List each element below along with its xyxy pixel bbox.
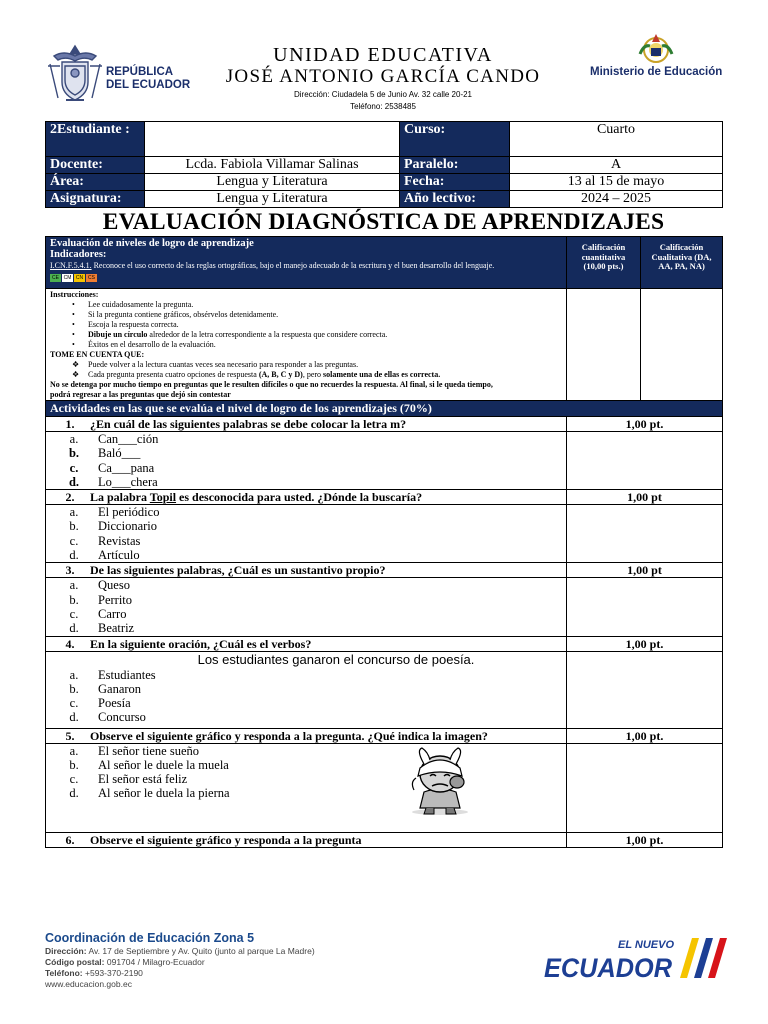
option-b[interactable]: b. Diccionario <box>69 519 158 534</box>
ministerio-emblem-icon <box>632 32 680 66</box>
bullet-icon: • <box>72 330 75 339</box>
indicator-code: I.CN.F.5.4.1. <box>50 261 92 270</box>
tome-en-cuenta: TOME EN CUENTA QUE: <box>50 350 145 359</box>
option-c[interactable]: c. Ca___pana <box>69 460 155 475</box>
option-c[interactable]: c. Carro <box>69 606 127 621</box>
answer-area <box>567 432 723 490</box>
answer-area <box>567 651 723 728</box>
activities-title: Actividades en las que se evalúa el nivel de logro de los aprendizajes (70%) <box>46 401 723 417</box>
question-points: 1,00 pt <box>567 490 723 505</box>
question-6: 6. Observe el siguiente gráfico y responda a la pregunta <box>46 832 567 847</box>
area-label: Área: <box>46 174 145 191</box>
eval-header <box>46 237 567 289</box>
cal-cualitativa-cell[interactable] <box>641 289 723 401</box>
estudiante-field[interactable] <box>145 122 400 157</box>
competency-icons <box>50 274 97 282</box>
bullet-icon: • <box>72 340 75 349</box>
question-points: 1,00 pt. <box>567 832 723 847</box>
diamond-bullet-icon: ❖ <box>72 370 80 379</box>
diamond-bullet-icon: ❖ <box>72 360 80 369</box>
option-d[interactable]: d. Lo___chera <box>68 474 158 489</box>
instruction-item: • Éxitos en el desarrollo de la evaluación. <box>72 340 216 349</box>
anio-value: 2024 – 2025 <box>510 191 723 208</box>
asignatura-label: Asignatura: <box>46 191 145 208</box>
curso-value: Cuarto <box>510 122 723 157</box>
answer-area <box>567 578 723 636</box>
coat-of-arms-icon <box>44 42 106 106</box>
asignatura-value: Lengua y Literatura <box>145 191 400 208</box>
instruction-item: • Si la pregunta contiene gráficos, obsérvelos detenidamente. <box>72 310 279 319</box>
eval-header-line1: Evaluación de niveles de logro de aprendizaje <box>50 238 254 249</box>
school-header <box>200 44 566 112</box>
el-nuevo-ecuador-logo <box>540 934 730 984</box>
footer-phone: Teléfono: +593-370-2190 <box>45 968 143 978</box>
options-q3 <box>46 578 567 636</box>
fecha-value: 13 al 15 de mayo <box>510 174 723 191</box>
question-text: ¿En cuál de las siguientes palabras se debe colocar la letra m? <box>90 417 407 431</box>
answer-area <box>567 505 723 563</box>
ecuador-flag-stripes-icon <box>540 934 730 984</box>
instruction-item: • Lee cuidadosamente la pregunta. <box>72 300 194 309</box>
docente-label: Docente: <box>46 157 145 174</box>
question-text: Observe el siguiente gráfico y responda a la pregunta <box>90 832 362 847</box>
competency-icon: CM <box>63 275 72 281</box>
footer-address: Dirección: Av. 17 de Septiembre y Av. Quito (junto al parque La Madre) <box>45 946 315 956</box>
docente-value: Lcda. Fabiola Villamar Salinas <box>145 157 400 174</box>
ministerio-logo <box>588 32 738 82</box>
option-a[interactable]: a. Can___ción <box>69 432 159 446</box>
indicadores-label: Indicadores: <box>50 249 107 260</box>
question-1: 1. ¿En cuál de las siguientes palabras se debe colocar la letra m? <box>46 417 567 432</box>
cal-cualitativa-header: Calificación Cualitativa (DA, AA, PA, NA) <box>641 237 723 289</box>
question-2: 2. La palabra Topil es desconocida para usted. ¿Dónde la buscaría? <box>46 490 567 505</box>
option-a[interactable]: a. Queso <box>69 578 130 593</box>
option-b[interactable]: b. Perrito <box>69 592 133 607</box>
final-note-1: No se detenga por mucho tiempo en preguntas que le resulten difíciles o que no recuerdes la respuesta. Al final, si le queda tiempo, <box>50 380 493 389</box>
footer <box>45 930 315 990</box>
question-points: 1,00 pt. <box>567 728 723 743</box>
question-points: 1,00 pt. <box>567 636 723 651</box>
ministerio-text: Ministerio de Educación <box>590 66 723 78</box>
competency-icon: CE <box>50 274 61 282</box>
evaluation-table <box>45 236 723 848</box>
school-name-line2: JOSÉ ANTONIO GARCÍA CANDO <box>225 66 541 87</box>
footer-postal: Código postal: 091704 / Milagro-Ecuador <box>45 957 205 967</box>
question-points: 1,00 pt <box>567 563 723 578</box>
logo-line1: EL NUEVO <box>618 939 675 951</box>
bullet-icon: • <box>72 300 75 309</box>
options-q2 <box>46 505 567 563</box>
school-address: Dirección: Ciudadela 5 de Junio Av. 32 calle 20-21 <box>293 90 473 99</box>
fecha-label: Fecha: <box>400 174 510 191</box>
question-text: Observe el siguiente gráfico y responda a la pregunta. ¿Qué indica la imagen? <box>90 728 488 743</box>
republica-ecuador-logo <box>44 42 194 106</box>
option-c[interactable]: c. Revistas <box>69 533 141 548</box>
instructions-title: Instrucciones: <box>50 290 99 299</box>
footer-title: Coordinación de Educación Zona 5 <box>45 931 255 945</box>
indicator-text: Reconoce el uso correcto de las reglas ortográficas, bajo el manejo adecuado de la escritura y el buen desarrollo del lenguaje. <box>93 261 495 270</box>
option-a[interactable]: a. Estudiantes <box>69 667 156 682</box>
page-title: EVALUACIÓN DIAGNÓSTICA DE APRENDIZAJES <box>102 209 665 235</box>
options-q5 <box>46 743 567 832</box>
bullet-icon: • <box>72 310 75 319</box>
bullet-icon: • <box>72 320 75 329</box>
example-sentence: Los estudiantes ganaron el concurso de poesía. <box>197 651 475 667</box>
cal-cuantitativa-cell[interactable] <box>567 289 641 401</box>
option-a[interactable]: a. El señor tiene sueño <box>69 743 200 758</box>
instruction-item: • Escoja la respuesta correcta. <box>72 320 179 329</box>
curso-label: Curso: <box>400 122 510 157</box>
instructions-list <box>50 300 562 350</box>
question-points: 1,00 pt. <box>567 417 723 432</box>
competency-icon: CN <box>75 275 84 281</box>
area-value: Lengua y Literatura <box>145 174 400 191</box>
instructions-block <box>46 289 567 401</box>
underlined-word: Topil <box>149 490 177 505</box>
estudiante-label: 2Estudiante : <box>46 122 145 157</box>
school-phone: Teléfono: 2538485 <box>350 102 416 111</box>
logo-line2: ECUADOR <box>544 953 673 983</box>
toothache-cartoon-image <box>402 746 478 816</box>
option-b[interactable]: b. Baló___ <box>68 446 141 461</box>
options-q4 <box>46 651 567 728</box>
competency-icon: CS <box>86 274 97 282</box>
option-c[interactable]: c. Poesía <box>69 696 131 711</box>
notes-list <box>50 360 562 380</box>
note-item: ❖ Cada pregunta presenta cuatro opciones de respuesta (A, B, C y D), pero solamente una de ellas es correcta. <box>72 370 441 379</box>
question-text: De las siguientes palabras, ¿Cuál es un sustantivo propio? <box>90 563 386 578</box>
option-c[interactable]: c. El señor está feliz <box>69 772 188 787</box>
option-b[interactable]: b. Ganaron <box>69 681 142 696</box>
option-d[interactable]: d. Beatriz <box>69 621 135 636</box>
option-b[interactable]: b. Al señor le duele la muela <box>69 757 229 772</box>
school-name-line1: UNIDAD EDUCATIVA <box>273 44 493 66</box>
paralelo-label: Paralelo: <box>400 157 510 174</box>
paralelo-value: A <box>510 157 723 174</box>
student-info-table <box>45 121 723 208</box>
option-d[interactable]: d. Artículo <box>69 548 140 563</box>
option-d[interactable]: d. Al señor le duela la pierna <box>69 786 230 801</box>
option-d[interactable]: d. Concurso <box>69 710 146 725</box>
question-text: En la siguiente oración, ¿Cuál es el verbos? <box>90 636 312 651</box>
footer-website[interactable]: www.educacion.gob.ec <box>45 979 132 989</box>
question-4: 4. En la siguiente oración, ¿Cuál es el verbos? <box>46 636 567 651</box>
republica-line1: REPÚBLICA <box>106 66 174 78</box>
final-note-2: podrá regresar a las preguntas que dejó sin contestar <box>50 390 231 399</box>
republica-line2: DEL ECUADOR <box>106 79 191 91</box>
note-item: ❖ Puede volver a la lectura cuantas veces sea necesario para responder a las preguntas. <box>72 360 359 369</box>
question-3: 3. De las siguientes palabras, ¿Cuál es un sustantivo propio? <box>46 563 567 578</box>
answer-area <box>567 743 723 832</box>
question-5: 5. Observe el siguiente gráfico y responda a la pregunta. ¿Qué indica la imagen? <box>46 728 567 743</box>
anio-label: Año lectivo: <box>400 191 510 208</box>
option-a[interactable]: a. El periódico <box>69 505 160 520</box>
options-q1 <box>46 432 567 490</box>
cal-cuantitativa-header: Calificación cuantitativa (10,00 pts.) <box>567 237 641 289</box>
instruction-item: • Dibuje un círculo alrededor de la letra correspondiente a la respuesta que considere correcta. <box>72 330 388 339</box>
